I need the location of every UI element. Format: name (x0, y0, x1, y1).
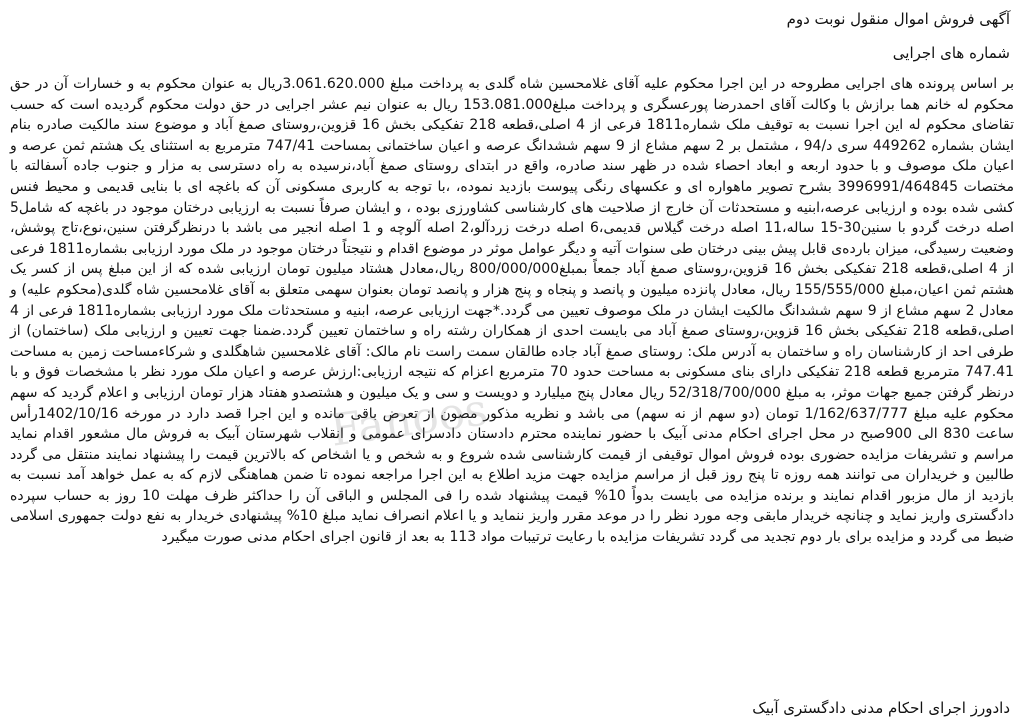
notice-subtitle: شماره های اجرایی (892, 44, 1010, 62)
notice-signature: دادورز اجرای احکام مدنی دادگستری آبیک (752, 699, 1010, 717)
notice-title: آگهی فروش اموال منقول نوبت دوم (786, 10, 1010, 28)
notice-body: بر اساس پرونده های اجرایی مطروحه در این اجرا محکوم علیه آقای غلامحسین شاه گلدی به پرداخت مبلغ 3.061.620.000ریال به عنوان محکوم به و خسارات آن در حق محکوم له خانم هما برازش با وکالت آقای احمدرضا پورعسگری و پرداخت مبلغ153.081.000 ریال به عنوان نیم عشر اجرایی در حق دولت محکوم گردیده است که حسب تقاضای محکوم له این اجرا نسبت به توقیف ملک شماره1811 فرعی از 4 اصلی،قطعه 218 تفکیکی بخش 16 قزوین،روستای صمغ آباد و موضوع سند مالکیت صادره بنام ایشان بشماره 449262 سری د/94 ، مشتمل بر 2 سهم مشاع از 9 سهم ششدانگ عرصه و اعیان ساختمانی بمساحت 747/41 مترمربع به استثنای یک هشتم ثمن عرصه و اعیان ملک موصوف و با حدود اربعه و ابعاد احصاء شده در ظهر سند صادره، واقع در ابتدای روستای صمغ آباد،نرسیده به راه دسترسی به مزار و جنوب جاده آسفالته با مختصات 3996991/464845 بشرح تصویر ماهواره ای و عکسهای رنگی پیوست بازدید نموده، ،با توجه به کاربری مسکونی آن که باغچه ای با بنایی قدیمی و محیط فنس کشی شده بوده و ارزیابی عرصه،ابنیه و مستحدثات آن خارج از صلاحیت های کارشناسی کشاورزی بوده ، و ایشان صرفاً نسبت به ارزیابی درختان موجود در باغچه که شامل5 اصله درخت گردو با سنین30-15 ساله،11 اصله درخت گیلاس قدیمی،6 اصله درخت زردآلو،2 اصله آلوچه و 1 اصله انجیر می باشد با درنظرگرفتن سنین،نوع،تاج پوشش، وضعیت رسیدگی، میزان بارده‌ی قابل پیش بینی درختان طی سنوات آتیه و دیگر عوامل موثر در موضوع اقدام و نتیجتاً درختان موجود در ملک مورد ارزیابی بشماره1811 فرعی از 4 اصلی،قطعه 218 تفکیکی بخش 16 قزوین،روستای صمغ آباد جمعاً بمبلغ800/000/000 ریال،معادل هشتاد میلیون تومان ارزیابی شده که از این مبلغ پس از کسر یک هشتم ثمن اعیان،مبلغ 155/555/000 ریال، معادل پانزده میلیون و پانصد و پنجاه و پنج هزار و پانصد تومان بعنوان سهمی متعلق به آقای غلامحسین شاه گلدی(محکوم علیه) و معادل 2 سهم مشاع از 9 سهم ششدانگ مالکیت ایشان در ملک موصوف تعیین می گردد.*جهت ارزیابی عرصه، ابنیه و مستحدثات ملک مورد ارزیابی بشماره1811 فرعی از 4 اصلی،قطعه 218 تفکیکی بخش 16 قزوین،روستای صمغ آباد می بایست احدی از همکاران رشته راه و ساختمان تعیین گردد.ضمنا جهت تعیین و ارزیابی ملک (ساختمان) از طرفی احد از کارشناسان راه و ساختمان به آدرس ملک: روستای صمغ آباد جاده طالقان سمت راست نام مالک: آقای غلامحسین شاهگلدی و شرکاءمساحت زمین به مساحت 747.41 مترمربع قطعه 218 تفکیکی دارای بنای مسکونی به مساحت حدود 70 مترمربع اعزام که نتیجه ارزیابی:ارزش عرصه و اعیان ملک مورد نظر با مشخصات فوق و با درنظر گرفتن جمیع جهات موثر، به مبلغ 52/318/700/000 ریال معادل پنج میلیارد و دویست و سی و یک میلیون و هشتصدو هفتاد هزار تومان ارزیابی و اعلام گردید که سهم محکوم علیه مبلغ 1/162/637/777 تومان (دو سهم از نه سهم) می باشد و نظریه مذکور مصون از تعرض باقی مانده و این اجرا قصد دارد در مورخه 1402/10/16رأس ساعت 830 الی 900صبح در محل اجرای احکام مدنی آبیک با حضور نماینده محترم دادستان دادسرای عمومی و انقلاب شهرستان آبیک به فروش مال مشعور اقدام نماید مراسم و تشریفات مزایده حضوری بوده فروش اموال توقیفی از قیمت کارشناسی شده شروع و به شخص و یا اشخاص که بالاترین قیمت را پیشنهاد نمایند منتقل می گردد طالبین و خریداران می توانند همه روزه تا پنج روز قبل از مراسم مزایده جهت مزید اطلاع به این اجرا مراجعه نموده تا ضمن هماهنگی لازم که به عمل خواهد آمد نسبت به بازدید از مال مزبور اقدام نمایند و برنده مزایده می بایست بدواً 10% قیمت پیشنهاد شده را فی المجلس و الباقی آن را حداکثر ظرف مهلت 10 روز به حساب سپرده دادگستری واریز نماید و چنانچه خریدار مابقی وجه مورد نظر را در موعد مقرر واریز ننماید و یا اعلام انصراف نماید مبلغ 10% پیشنهادی خریدار به نفع دولت جمهوری اسلامی ضبط می گردد و مزایده برای بار دوم تجدید می گردد تشریفات مزایده با رعایت ترتیبات مواد 113 به بعد از قانون اجرای احکام مدنی صورت میگیرد (10, 76, 1015, 546)
watermark-logo: Fanoos (327, 384, 491, 457)
